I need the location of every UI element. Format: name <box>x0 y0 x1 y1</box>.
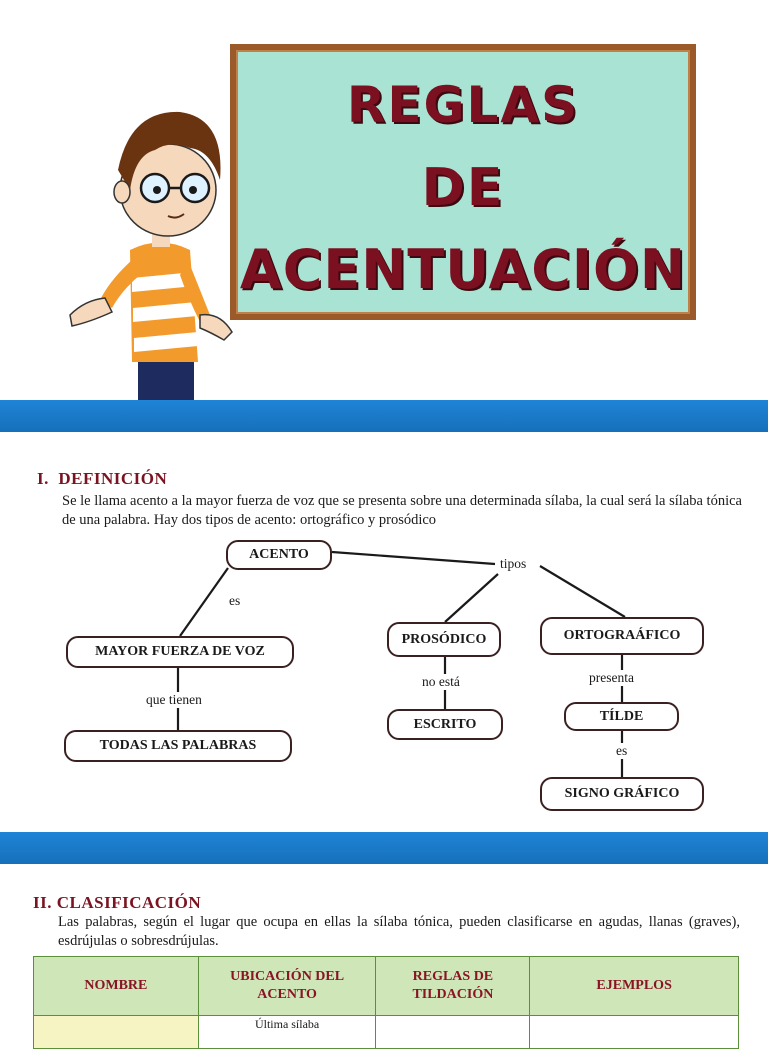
label-es: es <box>229 593 241 608</box>
label-es-2: es <box>616 743 628 758</box>
node-prosodico: PROSÓDICO <box>387 622 501 657</box>
label-no-esta: no está <box>422 674 460 689</box>
classification-paragraph: Las palabras, según el lugar que ocupa en ellas la sílaba tónica, pueden clasificarse en agudas, llanas (graves), esdrújulas o sobresdrújulas. <box>58 914 740 949</box>
node-ortografico: ORTOGRAÁFICO <box>540 617 704 655</box>
node-acento: ACENTO <box>226 540 332 570</box>
node-mayor-fuerza-de-voz: MAYOR FUERZA DE VOZ <box>66 636 294 668</box>
classification-table <box>33 956 739 1049</box>
cell-nombre <box>34 1016 199 1049</box>
blue-divider-band <box>0 400 768 432</box>
definition-paragraph: Se le llama acento a la mayor fuerza de voz que se presenta sobre una determinada sílaba, la cual será la sílaba tónica de una palabra. Hay dos tipos de acento: ortográfico y prosódico <box>62 493 742 528</box>
blue-divider-band-2 <box>0 832 768 864</box>
cartoon-boy-illustration <box>60 100 240 400</box>
cell-reglas <box>376 1016 530 1049</box>
table-header-row <box>34 957 739 1016</box>
node-todas-las-palabras: TODAS LAS PALABRAS <box>64 730 292 762</box>
title-board <box>230 44 696 320</box>
table-row <box>34 1016 739 1049</box>
title-line-1: REGLAS <box>346 76 580 134</box>
label-presenta: presenta <box>589 670 634 685</box>
cell-ubicacion: Última sílaba <box>198 1016 376 1049</box>
header-nombre: NOMBRE <box>34 957 199 1016</box>
node-signo-grafico: SIGNO GRÁFICO <box>540 777 704 811</box>
node-escrito: ESCRITO <box>387 709 503 740</box>
header-ubicacion: UBICACIÓN DEL ACENTO <box>198 957 376 1016</box>
section-heading-clasificacion: II. CLASIFICACIÓN <box>33 893 202 912</box>
node-tilde: TÍLDE <box>564 702 679 731</box>
header-ejemplos: EJEMPLOS <box>530 957 739 1016</box>
label-que-tienen: que tienen <box>146 692 202 707</box>
cell-ejemplos <box>530 1016 739 1049</box>
title-line-3: ACENTUACIÓN <box>239 238 687 301</box>
label-tipos: tipos <box>500 556 527 571</box>
header-reglas: REGLAS DE TILDACIÓN <box>376 957 530 1016</box>
section-heading-definicion: I. DEFINICIÓN <box>37 469 168 488</box>
title-line-2: DE <box>421 158 505 218</box>
